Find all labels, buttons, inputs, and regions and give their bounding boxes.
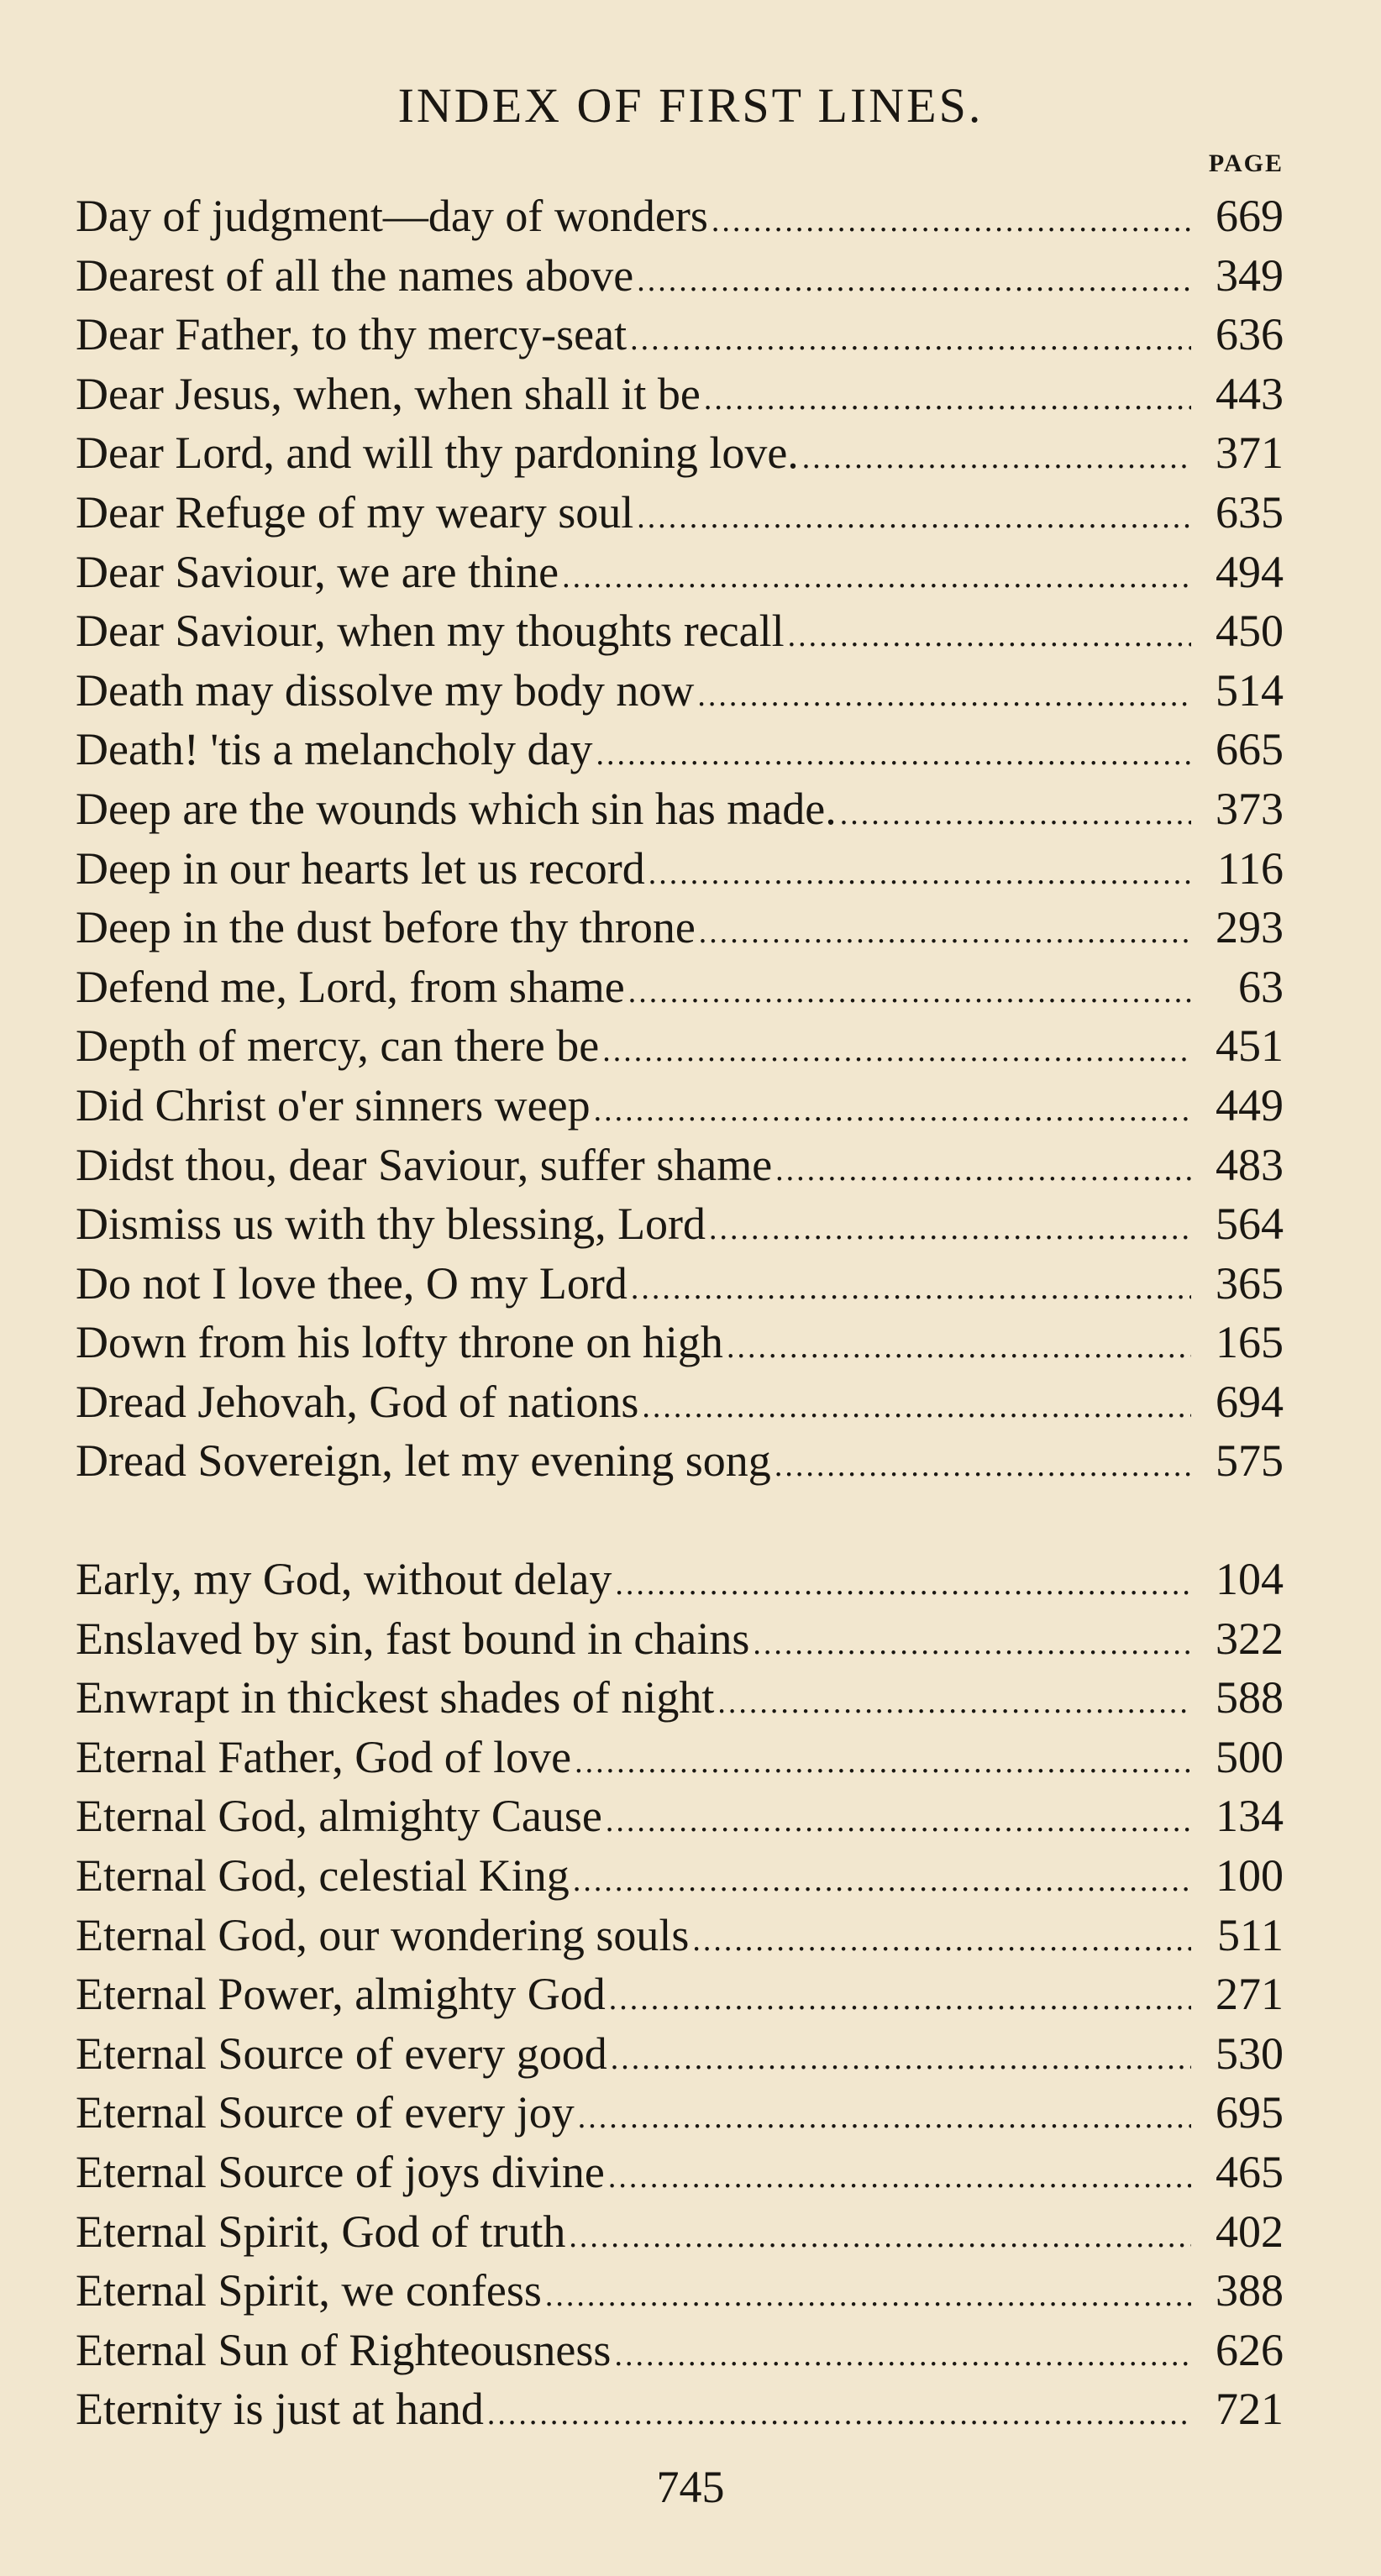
- index-entry: [76, 1550, 1284, 1609]
- hymn-page-number: 465: [1216, 2147, 1284, 2197]
- dot-leader: [578, 2088, 1191, 2148]
- first-line-text: Dearest of all the names above: [76, 249, 634, 301]
- index-entry: [76, 1786, 1284, 1846]
- index-entries: [76, 186, 1284, 2439]
- hymn-page-number: 636: [1216, 309, 1284, 360]
- index-entry: [76, 2143, 1284, 2202]
- index-entry: [76, 1136, 1284, 1195]
- index-entry: [76, 779, 1284, 839]
- hymn-page-number: 271: [1216, 1969, 1284, 2020]
- first-line-text: Death! 'tis a melancholy day: [76, 724, 593, 775]
- first-line-text: Eternal Source of every good: [76, 2028, 607, 2079]
- dot-leader: [575, 1733, 1191, 1792]
- hymn-page-number: 373: [1216, 783, 1284, 834]
- index-entry: [76, 1965, 1284, 2024]
- index-entry: [76, 1194, 1284, 1254]
- hymn-page-number: 402: [1216, 2206, 1284, 2257]
- hymn-page-number: 365: [1216, 1257, 1284, 1309]
- hymn-page-number: 588: [1216, 1672, 1284, 1723]
- dot-leader: [712, 191, 1191, 251]
- index-entry: [76, 1728, 1284, 1787]
- first-line-text: Eternal Source of every joy: [76, 2087, 575, 2138]
- hymn-page-number: 665: [1216, 724, 1284, 775]
- first-line-text: Eternal Spirit, God of truth: [76, 2206, 566, 2257]
- index-entry: [76, 1668, 1284, 1728]
- index-entry: [76, 2379, 1284, 2439]
- first-line-text: Eternal Source of joys divine: [76, 2147, 605, 2197]
- first-line-text: Enwrapt in thickest shades of night: [76, 1672, 715, 1723]
- first-line-text: Dear Father, to thy mercy-seat: [76, 309, 627, 360]
- index-entry: [76, 186, 1284, 246]
- dot-leader: [594, 1081, 1191, 1141]
- page-title: INDEX OF FIRST LINES.: [397, 78, 984, 133]
- dot-leader: [637, 251, 1191, 311]
- dot-leader: [569, 2207, 1191, 2267]
- hymn-page-number: 349: [1216, 249, 1284, 301]
- dot-leader: [614, 2326, 1191, 2385]
- first-line-text: Do not I love thee, O my Lord: [76, 1257, 627, 1309]
- index-entry: [76, 2024, 1284, 2084]
- dot-leader: [628, 963, 1191, 1022]
- first-line-text: Dear Saviour, we are thine: [76, 546, 559, 597]
- hymn-page-number: 116: [1217, 842, 1284, 894]
- hymn-page-number: 443: [1216, 368, 1284, 419]
- index-entry: [76, 1609, 1284, 1669]
- dot-leader: [606, 1792, 1191, 1851]
- index-entry: [76, 839, 1284, 899]
- dot-leader: [840, 784, 1191, 844]
- hymn-page-number: 500: [1216, 1731, 1284, 1782]
- hymn-page-number: 695: [1216, 2087, 1284, 2138]
- hymn-page-number: 100: [1216, 1850, 1284, 1902]
- index-entry: [76, 1254, 1284, 1314]
- index-entry: [76, 365, 1284, 424]
- hymn-page-number: 449: [1216, 1079, 1284, 1131]
- index-entry: [76, 1016, 1284, 1076]
- first-line-text: Dear Lord, and will thy pardoning love.: [76, 428, 799, 479]
- first-line-text: Dismiss us with thy blessing, Lord: [76, 1199, 706, 1250]
- dot-leader: [727, 1318, 1191, 1377]
- hymn-page-number: 575: [1216, 1435, 1284, 1487]
- first-line-text: Deep in our hearts let us record: [76, 842, 645, 894]
- first-line-text: Dear Saviour, when my thoughts recall: [76, 606, 785, 657]
- hymn-page-number: 104: [1216, 1554, 1284, 1605]
- first-line-text: Deep in the dust before thy throne: [76, 902, 696, 953]
- hymn-page-number: 564: [1216, 1199, 1284, 1250]
- page-number: 745: [656, 2462, 725, 2512]
- index-entry: [76, 2202, 1284, 2262]
- dot-leader: [642, 1377, 1191, 1437]
- index-group: [76, 186, 1284, 1491]
- first-line-text: Eternal God, celestial King: [76, 1850, 570, 1902]
- first-line-text: Dear Refuge of my weary soul: [76, 486, 634, 538]
- dot-leader: [545, 2266, 1191, 2326]
- index-entry: [76, 423, 1284, 483]
- first-line-text: Enslaved by sin, fast bound in chains: [76, 1613, 750, 1664]
- first-line-text: Dear Jesus, when, when shall it be: [76, 368, 701, 419]
- hymn-page-number: 530: [1216, 2028, 1284, 2079]
- index-entry: [76, 1076, 1284, 1136]
- hymn-page-number: 63: [1238, 961, 1284, 1012]
- page-column-label: PAGE: [1208, 150, 1284, 177]
- hymn-page-number: 483: [1216, 1139, 1284, 1190]
- index-entry: [76, 957, 1284, 1017]
- index-entry: [76, 1313, 1284, 1372]
- hymn-page-number: 669: [1216, 191, 1284, 241]
- dot-leader: [709, 1199, 1191, 1259]
- first-line-text: Eternal Power, almighty God: [76, 1969, 606, 2020]
- first-line-text: Eternal Father, God of love: [76, 1731, 572, 1782]
- first-line-text: Did Christ o'er sinners weep: [76, 1079, 591, 1131]
- index-entry: [76, 2321, 1284, 2380]
- index-entry: [76, 2083, 1284, 2143]
- hymn-page-number: 388: [1216, 2265, 1284, 2316]
- dot-leader: [631, 1259, 1191, 1319]
- first-line-text: Deep are the wounds which sin has made.: [76, 783, 837, 834]
- first-line-text: Eternity is just at hand: [76, 2384, 484, 2435]
- index-entry: [76, 2261, 1284, 2321]
- index-entry: [76, 661, 1284, 721]
- dot-leader: [630, 310, 1191, 370]
- dot-leader: [788, 606, 1191, 666]
- dot-leader: [775, 1436, 1191, 1496]
- first-line-text: Down from his lofty throne on high: [76, 1317, 723, 1368]
- dot-leader: [717, 1673, 1191, 1733]
- index-entry: [76, 305, 1284, 365]
- dot-leader: [648, 844, 1191, 904]
- index-entry: [76, 246, 1284, 306]
- first-line-text: Death may dissolve my body now: [76, 664, 695, 716]
- dot-leader: [602, 1021, 1191, 1081]
- index-entry: [76, 1906, 1284, 1965]
- index-entry: [76, 1431, 1284, 1491]
- hymn-page-number: 511: [1217, 1909, 1284, 1960]
- dot-leader: [692, 1911, 1191, 1970]
- dot-leader: [573, 1851, 1191, 1911]
- hymn-page-number: 371: [1216, 428, 1284, 479]
- hymn-page-number: 134: [1216, 1791, 1284, 1842]
- hymn-page-number: 450: [1216, 606, 1284, 657]
- index-entry: [76, 898, 1284, 957]
- index-entry: [76, 720, 1284, 779]
- hymn-page-number: 514: [1216, 664, 1284, 716]
- first-line-text: Day of judgment—day of wonders: [76, 191, 708, 241]
- dot-leader: [562, 548, 1191, 607]
- dot-leader: [637, 488, 1191, 548]
- dot-leader: [697, 666, 1191, 726]
- first-line-text: Early, my God, without delay: [76, 1554, 612, 1605]
- index-entry: [76, 543, 1284, 602]
- hymn-page-number: 694: [1216, 1376, 1284, 1427]
- dot-leader: [775, 1141, 1191, 1200]
- dot-leader: [615, 1555, 1191, 1614]
- hymn-page-number: 721: [1216, 2384, 1284, 2435]
- first-line-text: Didst thou, dear Saviour, suffer shame: [76, 1139, 773, 1190]
- index-entry: [76, 483, 1284, 543]
- index-entry: [76, 601, 1284, 661]
- first-line-text: Dread Jehovah, God of nations: [76, 1376, 639, 1427]
- first-line-text: Defend me, Lord, from shame: [76, 961, 625, 1012]
- hymn-page-number: 494: [1216, 546, 1284, 597]
- dot-leader: [753, 1614, 1191, 1674]
- dot-leader: [596, 725, 1191, 784]
- hymn-page-number: 165: [1216, 1317, 1284, 1368]
- dot-leader: [609, 1970, 1191, 2029]
- hymn-page-number: 451: [1216, 1020, 1284, 1072]
- first-line-text: Eternal Spirit, we confess: [76, 2265, 542, 2316]
- index-entry: [76, 1372, 1284, 1432]
- first-line-text: Depth of mercy, can there be: [76, 1020, 600, 1072]
- dot-leader: [802, 428, 1191, 488]
- first-line-text: Dread Sovereign, let my evening song: [76, 1435, 771, 1487]
- dot-leader: [704, 370, 1191, 429]
- index-entry: [76, 1846, 1284, 1906]
- dot-leader: [608, 2148, 1191, 2207]
- first-line-text: Eternal Sun of Righteousness: [76, 2324, 612, 2375]
- first-line-text: Eternal God, our wondering souls: [76, 1909, 690, 1960]
- index-group: [76, 1550, 1284, 2439]
- hymn-page-number: 635: [1216, 486, 1284, 538]
- dot-leader: [611, 2029, 1191, 2089]
- hymn-page-number: 626: [1216, 2324, 1284, 2375]
- dot-leader: [699, 903, 1191, 963]
- hymn-page-number: 322: [1216, 1613, 1284, 1664]
- dot-leader: [487, 2385, 1191, 2444]
- hymn-page-number: 293: [1216, 902, 1284, 953]
- first-line-text: Eternal God, almighty Cause: [76, 1791, 602, 1842]
